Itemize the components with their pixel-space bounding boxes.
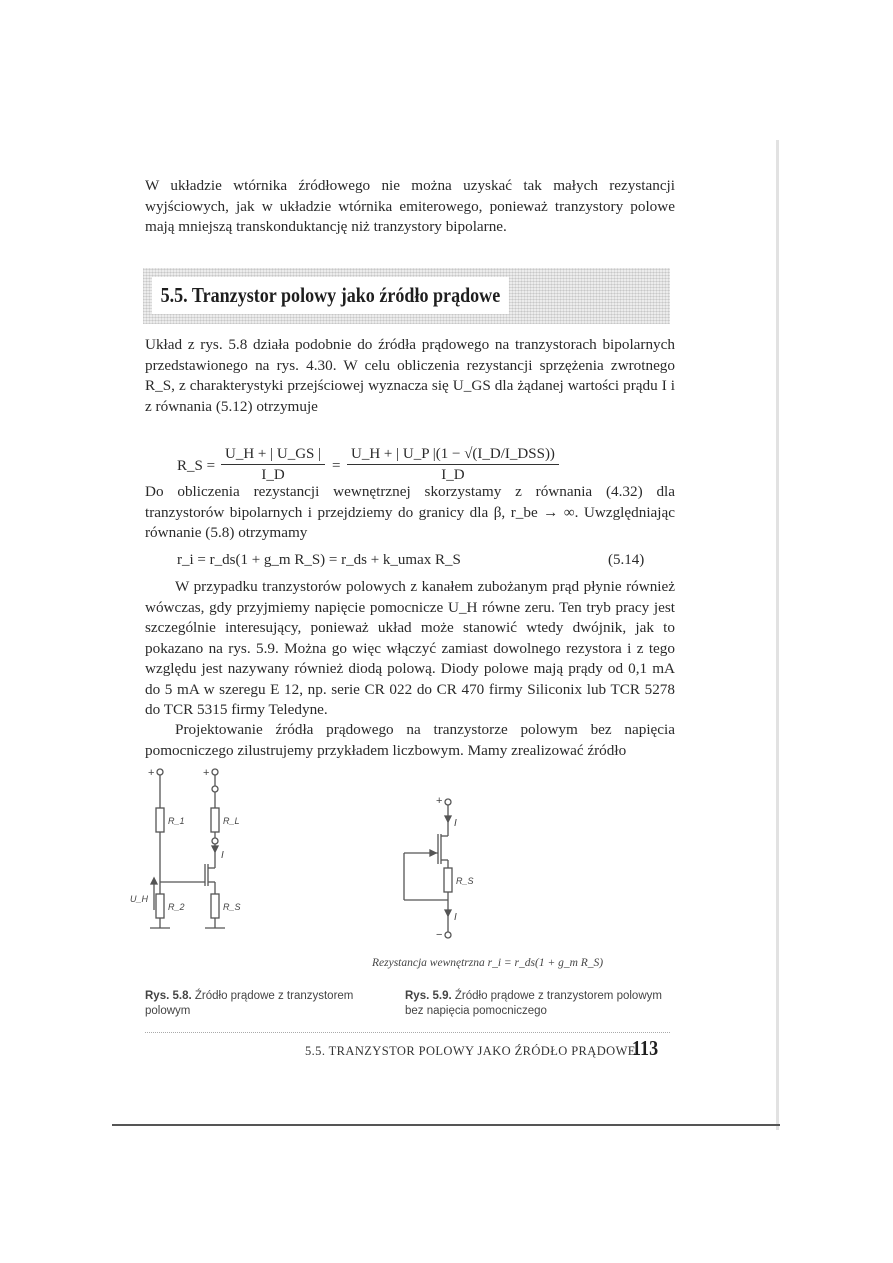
fig-5-9-current-bottom: I <box>454 912 457 923</box>
equation-ri: r_i = r_ds(1 + g_m R_S) = r_ds + k_umax R_S <box>177 552 461 568</box>
fig-5-8-caption-label: Rys. 5.8. <box>145 990 192 1002</box>
figures-circuit-diagrams <box>130 760 670 1000</box>
fig-5-8-r2-label: R_2 <box>168 902 185 912</box>
equation-rs-denominator-2: I_D <box>441 467 465 483</box>
fig-5-9-circuit <box>404 799 452 938</box>
fig-5-9-caption-text: Źródło prądowe z tranzystorem polowym bez napięcia pomocniczego <box>405 990 662 1017</box>
fig-5-8-caption-text: Źródło prądowe z tranzystorem polowym <box>145 990 354 1017</box>
fig-5-8-plus-1: + <box>148 767 155 779</box>
page-bottom-rule <box>112 1124 780 1126</box>
paragraph-1: Układ z rys. 5.8 działa podobnie do źródła prądowego na tranzystorach bipolarnych przedstawionego na rys. 4.30. W celu obliczenia rezystancji sprzężenia zwrotnego R_S, z charakterystyki przejściowej wyznacza się U_GS dla żądanej wartości prądu I i z równania (5.12) otrzymuje <box>145 336 675 415</box>
fig-5-8-circuit <box>150 769 225 928</box>
fig-5-8-rl-label: R_L <box>223 816 240 826</box>
fig-5-9-labels <box>371 795 603 969</box>
equation-rs-equals: = <box>332 458 341 474</box>
fig-5-8-caption <box>145 989 370 1019</box>
fig-5-9-current-top: I <box>454 818 457 829</box>
paragraph-4: Projektowanie źródła prądowego na tranzystorze polowym bez napięcia pomocniczego zilustrujemy przykładem liczbowym. Mamy zrealizować źródło <box>145 721 675 759</box>
equation-rs-fraction-1 <box>221 446 325 484</box>
fig-5-9-caption-label: Rys. 5.9. <box>405 990 452 1002</box>
equation-number-5-14: (5.14) <box>608 552 645 568</box>
section-title: 5.5. Tranzystor polowy jako źródło prądowe <box>152 277 509 314</box>
fig-5-8-rs-label: R_S <box>223 902 241 912</box>
paragraph-3: W przypadku tranzystorów polowych z kanałem zubożanym prąd płynie również wówczas, gdy przyjmiemy napięcie pomocnicze U_H równe zeru. Ten tryb pracy jest szczególnie interesujący, ponieważ układ może stanowić wtedy dwójnik, jak to pokazano na rys. 5.9. Można go więc włączyć zamiast dowolnego rezystora i z tego względu jest nazywany również diodą polową. Diody polowe mają prądy od 0,1 mA do 5 mA w szeregu E 12, np. serie CR 022 do CR 470 firmy Siliconix lub TCR 5278 do TCR 5315 firmy Teledyne. <box>145 578 675 718</box>
fig-5-9-plus: + <box>436 795 443 807</box>
equation-rs-fraction-2 <box>347 446 559 484</box>
fig-5-9-rs-label: R_S <box>456 876 474 886</box>
fig-5-8-uh-label: U_H <box>130 894 149 904</box>
fig-5-9-resistance-note: Rezystancja wewnętrzna r_i = r_ds(1 + g_m R_S) <box>372 957 604 969</box>
equation-rs-lhs: R_S = <box>177 458 216 474</box>
fig-5-8-plus-2: + <box>203 767 210 779</box>
fig-5-8-labels <box>130 767 241 912</box>
paragraph-2: Do obliczenia rezystancji wewnętrznej skorzystamy z równania (4.32) dla tranzystorów bipolarnych i przejdziemy do granicy dla β, r_be → ∞. Uwzględniając równanie (5.8) otrzymamy <box>145 483 675 541</box>
fig-5-9-minus: − <box>436 929 443 941</box>
equation-rs-denominator-1: I_D <box>261 467 285 483</box>
footer-divider <box>145 1032 670 1034</box>
fig-5-8-r1-label: R_1 <box>168 816 185 826</box>
page-number: 113 <box>632 1036 659 1060</box>
page-edge-shadow <box>776 140 779 1130</box>
fig-5-9-caption <box>405 989 665 1019</box>
equation-rs-numerator-1: U_H + | U_GS | <box>221 446 325 465</box>
fig-5-8-current-label: I <box>221 850 224 861</box>
intro-paragraph: W układzie wtórnika źródłowego nie można uzyskać tak małych rezystancji wyjściowych, jak w układzie wtórnika emiterowego, ponieważ tranzystory polowe mają mniejszą transkonduktancję niż tranzystory bipolarne. <box>145 177 675 235</box>
equation-rs-numerator-2: U_H + | U_P |(1 − √(I_D/I_DSS)) <box>347 446 559 465</box>
running-head: 5.5. TRANZYSTOR POLOWY JAKO ŹRÓDŁO PRĄDOWE <box>305 1044 636 1058</box>
